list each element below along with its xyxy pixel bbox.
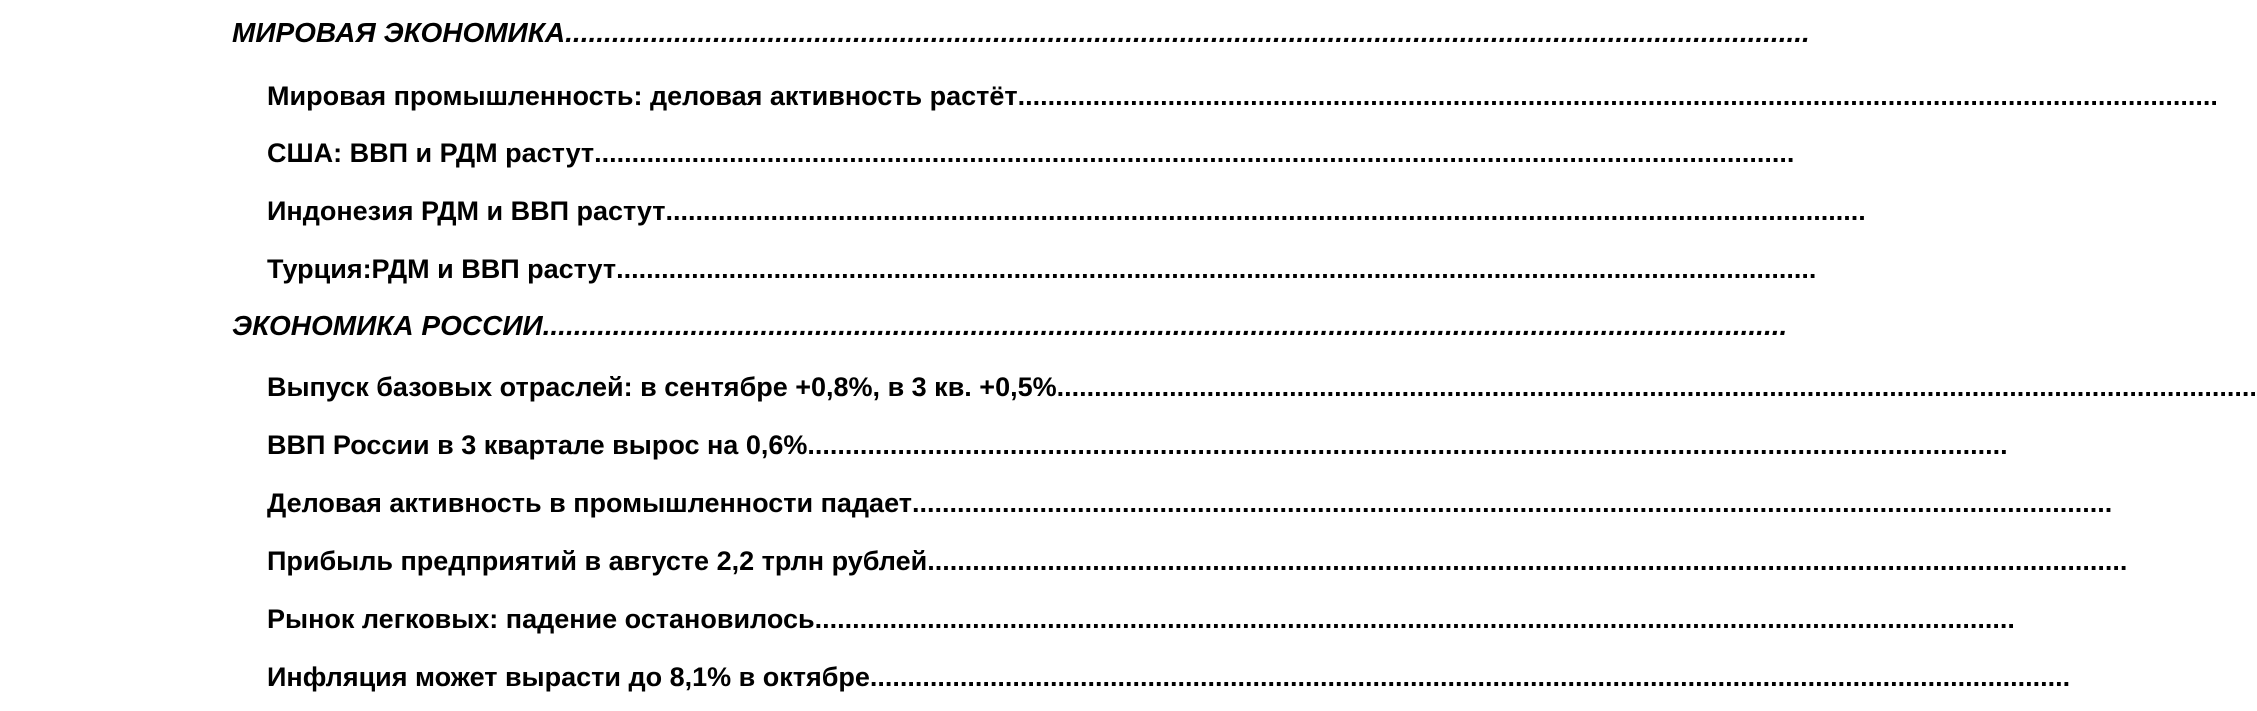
toc-item-world-industry[interactable] [267,73,2218,113]
toc-entry-title: Прибыль предприятий в августе 2,2 трлн рублей [267,546,928,576]
toc-item-russia-gdp[interactable] [267,422,2008,462]
toc-item-enterprise-profit[interactable] [267,538,2128,578]
toc-item-indonesia[interactable] [267,188,1866,228]
toc-dot-leader: ................................................................................................................................................................ [565,17,1810,48]
toc-entry-title: ЭКОНОМИКА РОССИИ [232,310,543,341]
toc-item-inflation[interactable] [267,654,2071,694]
toc-section-russia-economy[interactable] [232,303,1788,343]
toc-entry-title: МИРОВАЯ ЭКОНОМИКА [232,17,566,48]
toc-dot-leader: ................................................................................................................................................................ [869,662,2071,692]
toc-dot-leader: ................................................................................................................................................................ [1056,372,2257,402]
toc-dot-leader: ................................................................................................................................................................ [665,196,1866,226]
toc-entry-title: ВВП России в 3 квартале вырос на 0,6% [267,430,808,460]
toc-item-car-market[interactable] [267,596,2015,636]
toc-entry-title: Турция:РДМ и ВВП растут [267,254,617,284]
toc-item-business-activity[interactable] [267,480,2113,520]
toc-dot-leader: ................................................................................................................................................................ [927,546,2128,576]
toc-dot-leader: ................................................................................................................................................................ [814,604,2015,634]
toc-item-usa[interactable] [267,130,1795,170]
toc-entry-title: Рынок легковых: падение остановилось [267,604,815,634]
toc-dot-leader: ................................................................................................................................................................ [807,430,2008,460]
toc-item-base-industries[interactable] [267,364,2257,404]
toc-entry-title: Индонезия РДМ и ВВП растут [267,196,666,226]
toc-dot-leader: ................................................................................................................................................................ [1017,81,2218,111]
toc-entry-title: Деловая активность в промышленности падает [267,488,912,518]
toc-entry-title: Инфляция может вырасти до 8,1% в октябре [267,662,870,692]
toc-section-world-economy[interactable] [232,10,1810,50]
toc-dot-leader: ................................................................................................................................................................ [542,310,1788,341]
toc-dot-leader: ................................................................................................................................................................ [616,254,1817,284]
toc-dot-leader: ................................................................................................................................................................ [594,138,1795,168]
toc-entry-title: США: ВВП и РДМ растут [267,138,595,168]
toc-dot-leader: ................................................................................................................................................................ [911,488,2113,518]
toc-entry-title: Мировая промышленность: деловая активность растёт [267,81,1018,111]
toc-item-turkey[interactable] [267,246,1817,286]
toc-entry-title: Выпуск базовых отраслей: в сентябре +0,8%, в 3 кв. +0,5% [267,372,1057,402]
